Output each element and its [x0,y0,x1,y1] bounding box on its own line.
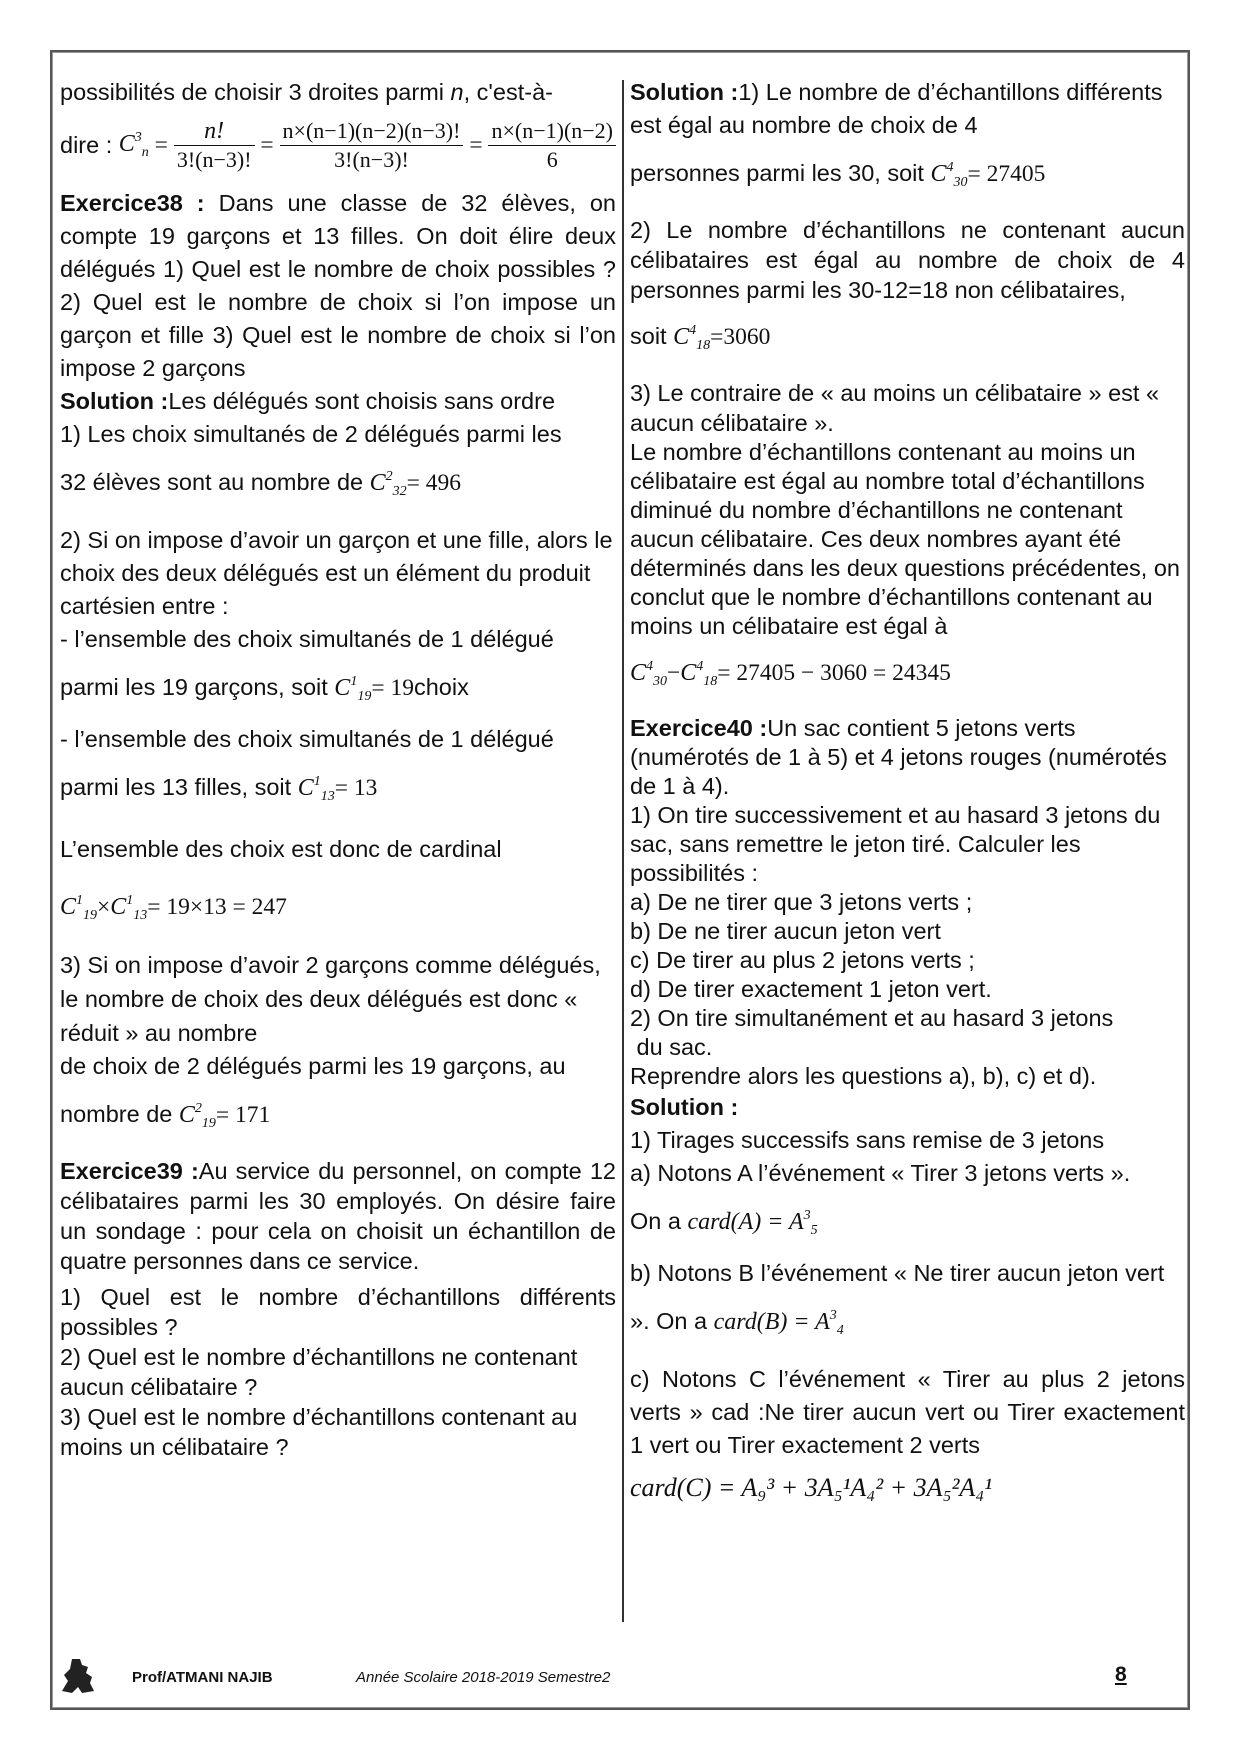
solution-40-a-formula: On a card(A) = $A^3_5$ [630,1208,818,1238]
solution-38-step3-c: nombre de $C^2_{19}= 171$ [60,1101,271,1131]
column-divider [622,80,624,1622]
solution-38-step2-g: $C^1_{19}\times C^1_{13}= 19\times 13 = 247$ [60,893,287,923]
solution-40-b: b) Notons B l’événement « Ne tirer aucun jeton vert [630,1260,1165,1286]
solution-38-step1-result: 32 élèves sont au nombre de $C^2_{32}= 496$ [60,469,462,499]
solution-38-step2-d: - l’ensemble des choix simultanés de 1 délégué [60,726,554,752]
solution-38-step2-c: parmi les 19 garçons, soit $C^1_{19}=$ 19choix [60,674,469,704]
solution-39-step3: 3) Le contraire de « au moins un célibataire » est « aucun célibataire ». [630,380,1160,436]
exercise-38: Exercice38 : Dans une classe de 32 élèves, on compte 19 garçons et 13 filles. On doit élire deux délégués 1) Quel est le nombre de choix possibles ? 2) Quel est le nombre de choix si l’on impose un garçon et fille 3) Quel est le nombre de choix si l’on impose 2 garçons [60,190,616,381]
solution-39-step2-result: soit $C^4_{18}=3060$ [630,323,771,353]
exercise-39: Exercice39 :Au service du personnel, on compte 12 célibataires parmi les 30 employés. On désire faire un sondage : pour cela on choisit un échantillon de quatre personnes dans ce service. [60,1158,616,1274]
exercise-39-q2: 2) Quel est le nombre d’échantillons ne contenant aucun célibataire ? [60,1344,578,1400]
solution-38-step1: 1) Les choix simultanés de 2 délégués parmi les [60,421,562,447]
footer-author: Prof/ATMANI NAJIB [132,1669,273,1686]
author-logo-icon [60,1657,96,1695]
page-number: 8 [1115,1663,1127,1686]
solution-38-step3: 3) Si on impose d’avoir 2 garçons comme délégués, le nombre de choix des deux délégués est donc « réduit » au nombre [60,952,601,1046]
solution-38-step2-e: parmi les 13 filles, soit $C^1_{13}= 13$ [60,774,378,804]
solution-39-step1-result: personnes parmi les 30, soit $C^4_{30}= 27405$ [630,160,1046,190]
exercise-40-qc: c) De tirer au plus 2 jetons verts ; [630,947,975,973]
page-footer [60,1657,1140,1697]
solution-38-step2-b: - l’ensemble des choix simultanés de 1 délégué [60,626,554,652]
exercise-40-q2-c: Reprendre alors les questions a), b), c) et d). [630,1063,1097,1089]
exercise-40-qd: d) De tirer exactement 1 jeton vert. [630,976,992,1002]
exercise-40-q2-b: du sac. [636,1034,713,1060]
solution-39-step2: 2) Le nombre d’échantillons ne contenant aucun célibataires est égal au nombre de choix de 4 personnes parmi les 30-12=18 non célibataires, [630,217,1185,303]
solution-40-c-formula: card(C) = A₉³ + 3A₅¹A₄² + 3A₅²A₄¹ [630,1473,993,1502]
exercise-40-q1: 1) On tire successivement et au hasard 3 jetons du sac, sans remettre le jeton tiré. Calculer les possibilités : [630,802,1161,886]
right-column [630,76,1185,1514]
solution-40-step1: 1) Tirages successifs sans remise de 3 jetons [630,1127,1105,1153]
solution-40-b-formula: ». On a card(B) = $A^3_4$ [630,1308,844,1338]
exercise-39-q3: 3) Quel est le nombre d’échantillons contenant au moins un célibataire ? [60,1404,578,1460]
footer-school-year: Année Scolaire 2018-2019 Semestre2 [356,1669,611,1686]
solution-40-a: a) Notons A l’événement « Tirer 3 jetons verts ». [630,1160,1131,1186]
solution-39-step3-formula: $C^4_{30}-C^4_{18}= 27405 - 3060 = 24345$ [630,659,951,689]
exercise-40-q2: 2) On tire simultanément et au hasard 3 jetons [630,1005,1114,1031]
intro-line: possibilités de choisir 3 droites parmi n, c'est-à- [60,79,553,105]
exercise-39-q1: 1) Quel est le nombre d’échantillons différents possibles ? [60,1284,616,1340]
left-column [60,76,616,1462]
exercise-40-qb: b) De ne tirer aucun jeton vert [630,918,941,944]
solution-38-step2-f: L’ensemble des choix est donc de cardinal [60,836,502,862]
solution-40-title: Solution : [630,1094,739,1120]
solution-38-intro: Solution :Les délégués sont choisis sans ordre [60,388,556,414]
exercise-40-qa: a) De ne tirer que 3 jetons verts ; [630,889,973,915]
solution-38-step3-b: de choix de 2 délégués parmi les 19 garçons, au [60,1053,566,1079]
solution-39-step3-b: Le nombre d’échantillons contenant au moins un célibataire est égal au nombre total d’échantillons diminué du nombre d’échantillons ne contenant aucun célibataire. Ces deux nombres ayant été déterminés dans les deux questions précédentes, on conclut que le nombre d’échantillons contenant au moins un célibataire est égal à [630,439,1180,639]
solution-39-step1: Solution :1) Le nombre de d’échantillons différents est égal au nombre de choix de 4 [630,79,1163,138]
solution-38-step2: 2) Si on impose d’avoir un garçon et une fille, alors le choix des deux délégués est un élément du produit cartésien entre : [60,527,613,619]
exercise-40: Exercice40 :Un sac contient 5 jetons verts (numérotés de 1 à 5) et 4 jetons rouges (numérotés de 1 à 4). [630,715,1167,799]
solution-40-c: c) Notons C l’événement « Tirer au plus 2 jetons verts » cad :Ne tirer aucun vert ou Tirer exactement 1 vert ou Tirer exactement 2 verts [630,1366,1185,1458]
combination-formula: dire : $C^3_n$ = $\frac{n!}{3!(n-3)!}$ = $\frac{n\times(n-1)(n-2)(n-3)!}{3!(n-3)!}$ = $\frac{n\times(n-1)(n-2)}{6}$ [60,109,616,181]
